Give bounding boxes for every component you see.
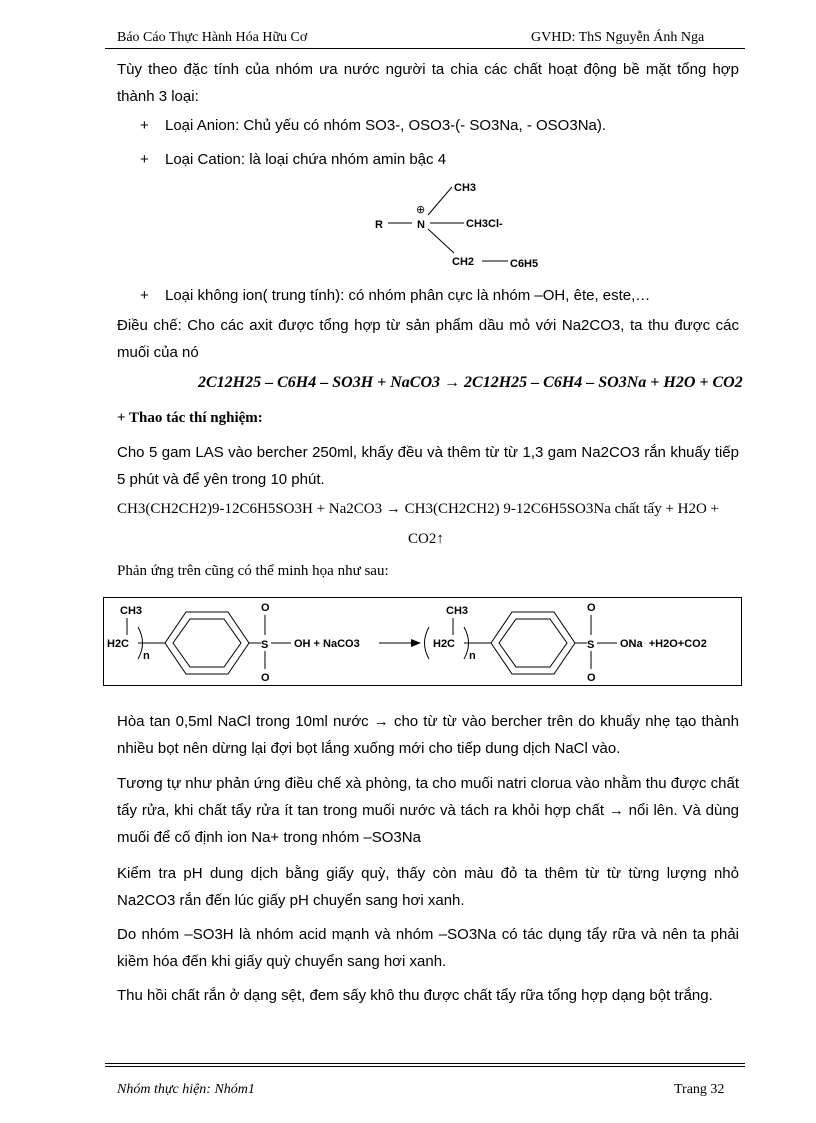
- scheme-h2c-left: H2C: [107, 638, 130, 650]
- reaction-line-2: CO2↑: [408, 531, 444, 547]
- page-number: Trang 32: [674, 1082, 725, 1097]
- bullet-cation: Loại Cation: là loại chứa nhóm amin bậc 4: [165, 151, 447, 168]
- synthesis-label: Điều chế:: [117, 317, 182, 334]
- cation-c6h5: C6H5: [510, 258, 539, 270]
- bullet-anion: [165, 117, 606, 134]
- header-report-title: Báo Cáo Thực Hành Hóa Hữu Cơ: [117, 30, 308, 45]
- header-instructor: GVHD: ThS Nguyễn Ánh Nga: [531, 30, 705, 45]
- scheme-h2c-right: H2C: [433, 638, 456, 650]
- intro-paragraph: Tùy theo đặc tính của nhóm ưa nước người ta chia các chất hoạt động bề mặt tổng hợp thành 3 loại:: [117, 61, 739, 105]
- bullet-anion-label: Loại Anion: Chủ yếu có nhóm: [165, 117, 366, 134]
- scheme-ch3-right: CH3: [446, 605, 469, 617]
- bond-n-ch3: [428, 187, 452, 215]
- footer-rule-bottom: [105, 1066, 745, 1067]
- scheme-o-top-left: O: [261, 602, 270, 614]
- paragraph-dissolve: Hòa tan 0,5ml NaCl trong 10ml nước → cho từ từ vào bercher trên do khuấy nhẹ tạo thành nhiều bọt nên dừng lại đợi bọt lắng xuống mới cho tiếp dung dịch NaCl vào.: [117, 713, 739, 757]
- cation-ch2: CH2: [452, 256, 475, 268]
- header-rule: [105, 48, 745, 49]
- cation-structure: [360, 175, 560, 275]
- scheme-n-left: n: [143, 650, 150, 662]
- footer-rule-top: [105, 1063, 745, 1064]
- cation-n: N: [417, 219, 425, 231]
- paragraph-salting-out: Tương tự như phản ứng điều chế xà phòng, ta cho muối natri clorua vào nhằm thu được chất tẩy rửa, khi chất tẩy rửa ít tan trong muối nước và tách ra khỏi hợp chất → nổi lên. Và dùng muối để cố định ion Na+ trong nhóm –SO3Na: [117, 775, 739, 846]
- scheme-product-tail: ONa +H2O+CO2: [620, 638, 707, 650]
- reaction-line-1: CH3(CH2CH2)9-12C6H5SO3H + Na2CO3 → CH3(CH2CH2) 9-12C6H5SO3Na chất tẩy + H2O +: [117, 501, 720, 517]
- procedure-step1: Cho 5 gam LAS vào bercher 250ml, khấy đều và thêm từ từ 1,3 gam Na2CO3 rắn khuấy tiếp 5 phút và để yên trong 10 phút.: [117, 444, 739, 488]
- reaction-scheme: [103, 597, 743, 687]
- paragraph-alkalize: Do nhóm –SO3H là nhóm acid mạnh và nhóm –SO3Na có tác dụng tẩy rữa và nên ta phải kiềm hóa đến khi giấy quỳ chuyển sang hơi xanh.: [117, 926, 739, 970]
- bullet-symbol: +: [140, 117, 149, 134]
- scheme-n-right: n: [469, 650, 476, 662]
- scheme-reagents: OH + NaCO3: [294, 638, 360, 650]
- paragraph-ph-check: Kiểm tra pH dung dịch bằng giấy quỳ, thấy còn màu đỏ ta thêm từ từ từng lượng nhỏ Na2CO3 rắn đến lúc giấy pH chuyển sang hơi xanh.: [117, 865, 739, 909]
- bullet-symbol: +: [140, 287, 149, 304]
- procedure-heading: + Thao tác thí nghiệm:: [117, 410, 263, 426]
- scheme-s-left: S: [261, 639, 269, 651]
- bullet-symbol: +: [140, 151, 149, 168]
- cation-r: R: [375, 219, 383, 231]
- bullet-anion-formula: SO3-, OSO3-(- SO3Na, - OSO3Na).: [365, 117, 607, 134]
- cation-ch3cl: CH3Cl-: [466, 218, 503, 230]
- bullet-nonionic: Loại không ion( trung tính): có nhóm phân cực là nhóm –OH, ête, este,…: [165, 287, 651, 304]
- illustration-intro: Phản ứng trên cũng có thể minh họa như sau:: [117, 563, 389, 579]
- scheme-o-bottom-left: O: [261, 672, 270, 684]
- scheme-o-top-right: O: [587, 602, 596, 614]
- bond-n-ch2: [428, 229, 454, 253]
- synthesis-equation: 2C12H25 – C6H4 – SO3H + NaCO3 → 2C12H25 – C6H4 – SO3Na + H2O + CO2: [198, 374, 743, 391]
- paragraph-recover: Thu hồi chất rắn ở dạng sệt, đem sấy khô thu được chất tẩy rữa tổng hợp dạng bột trắng.: [117, 987, 713, 1004]
- positive-charge: ⊕: [416, 203, 426, 216]
- scheme-ch3-left: CH3: [120, 605, 143, 617]
- synthesis-paragraph: [117, 312, 739, 366]
- cation-ch3: CH3: [454, 182, 477, 194]
- scheme-s-right: S: [587, 639, 595, 651]
- footer-group: Nhóm thực hiện: Nhóm1: [117, 1082, 255, 1097]
- synthesis-text: Cho các axit được tổng hợp từ sản phẩm dầu mỏ với Na2CO3, ta thu được các muối của nó: [117, 317, 739, 361]
- scheme-o-bottom-right: O: [587, 672, 596, 684]
